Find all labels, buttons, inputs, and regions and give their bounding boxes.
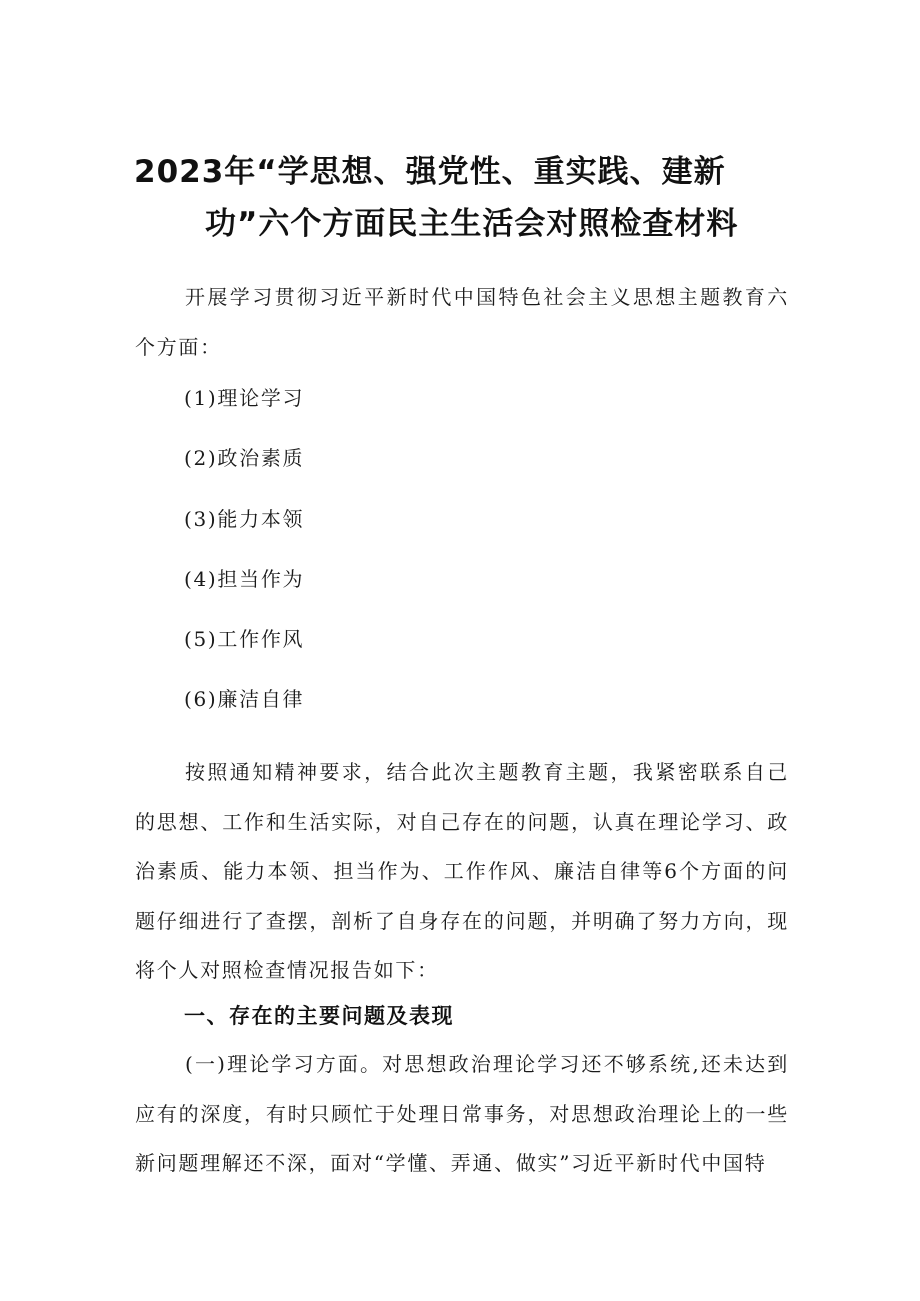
document-title-line-1: 2023年“学思想、强党性、重实践、建新: [134, 154, 726, 190]
list-item: (1)理论学习: [184, 386, 305, 410]
section-heading: 一、存在的主要问题及表现: [184, 1004, 454, 1028]
section-paragraph: (一)理论学习方面。对思想政治理论学习还不够系统,还未达到应有的深度，有时只顾忙于处理日常事务，对思想政治理论上的一些新问题理解还不深，面对“学懂、弄通、做实”习近平新时代中国特: [135, 1052, 789, 1175]
list-item: (5)工作作风: [184, 627, 305, 651]
document-title-line-2: 功”六个方面民主生活会对照检查材料: [205, 206, 739, 242]
list-item: (4)担当作为: [184, 567, 305, 591]
intro-paragraph: 开展学习贯彻习近平新时代中国特色社会主义思想主题教育六个方面：: [135, 285, 789, 359]
main-paragraph: 按照通知精神要求，结合此次主题教育主题，我紧密联系自己的思想、工作和生活实际，对自己存在的问题，认真在理论学习、政治素质、能力本领、担当作为、工作作风、廉洁自律等6个方面的问题仔细进行了查摆，剖析了自身存在的问题，并明确了努力方向，现将个人对照检查情况报告如下：: [135, 760, 789, 982]
list-item: (3)能力本领: [184, 507, 305, 531]
list-item: (2)政治素质: [184, 446, 305, 470]
list-item: (6)廉洁自律: [184, 687, 305, 711]
